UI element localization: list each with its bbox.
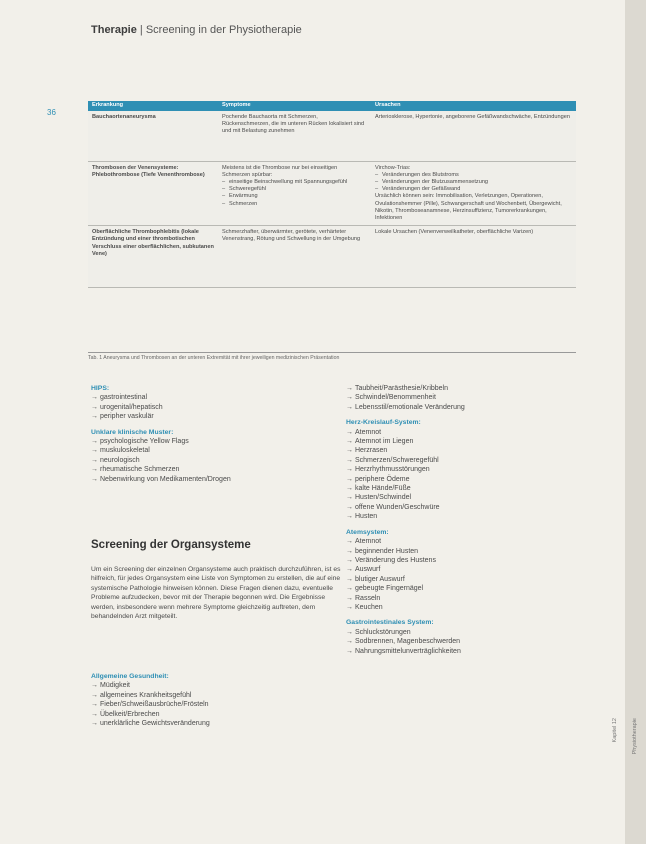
list-item: → beginnender Husten (346, 547, 586, 556)
list-item: → offene Wunden/Geschwüre (346, 503, 586, 512)
list-item: → Schwindel/Benommenheit (346, 393, 586, 402)
bullet-list (346, 537, 586, 612)
list-item: → Keuchen (346, 603, 586, 612)
bullet-list (91, 393, 331, 421)
causes-cell: Lokale Ursachen (Venenverweilkatheter, oberflächliche Varizen) (371, 226, 576, 288)
list-item: → Übelkeit/Erbrechen (91, 710, 331, 719)
causes-cell: Arteriosklerose, Hypertonie, angeborene Gefäßwandschwäche, Entzündungen (371, 111, 576, 161)
section-heading: Atemsystem: (346, 528, 389, 536)
list-item: → allgemeines Krankheitsgefühl (91, 691, 331, 700)
table-header-cell: Symptome (218, 101, 371, 111)
bullet-list (346, 628, 586, 656)
list-item: → urogenital/hepatisch (91, 403, 331, 412)
causes-intro: Virchow-Trias: (375, 164, 411, 171)
symptoms-cell (218, 161, 371, 226)
list-item: → unerklärliche Gewichtsveränderung (91, 719, 331, 728)
general-health-block (91, 672, 331, 734)
list-item: → Fieber/Schweißausbrüche/Frösteln (91, 700, 331, 709)
list-item: – Schmerzen (222, 201, 367, 208)
list-item: → periphere Ödeme (346, 475, 586, 484)
list-item: – Schweregefühl (222, 186, 367, 193)
table-caption: Tab. 1 Aneurysma und Thrombosen an der unteren Extremität mit ihrer jeweiligen medizinischen Präsentation (88, 352, 576, 361)
disease-table (88, 101, 576, 288)
bullet-list (346, 384, 586, 412)
list-item: → Herzrasen (346, 446, 586, 455)
running-header (91, 24, 302, 36)
list-item: – Veränderungen der Gefäßwand (375, 186, 572, 193)
right-column (346, 384, 586, 662)
list-item: → Schmerzen/Schweregefühl (346, 456, 586, 465)
list-item: → Husten (346, 512, 586, 521)
symptoms-cell: Schmerzhafter, überwärmter, gerötete, verhärteter Venenstrang, Rötung und Schwellung in der Umgebung (218, 226, 371, 288)
side-label: Physiotherapie (632, 718, 638, 755)
list-item: → Herzrhythmusstörungen (346, 465, 586, 474)
side-label: Kapitel 12 (612, 718, 618, 743)
section-title: Screening der Organsysteme (91, 539, 251, 551)
list-item: → gebeugte Fingernägel (346, 584, 586, 593)
symptoms-intro: Meistens ist die Thrombose nur bei einseitigen Schmerzen spürbar: (222, 164, 338, 178)
list-item: → Husten/Schwindel (346, 493, 586, 502)
disease-cell: Thrombosen der Venensysteme: Phlebothrombose (Tiefe Venenthrombose) (88, 161, 218, 226)
list-item: → rheumatische Schmerzen (91, 465, 331, 474)
list-item: → kalte Hände/Füße (346, 484, 586, 493)
list-item: → blutiger Auswurf (346, 575, 586, 584)
list-item: – einseitige Beinschwellung mit Spannungsgefühl (222, 179, 367, 186)
section-heading: HIPS: (91, 385, 110, 392)
section-heading: Herz-Kreislauf-System: (346, 419, 421, 427)
section-heading: Gastrointestinales System: (346, 619, 434, 627)
disease-cell: Bauchaortenaneurysma (88, 111, 218, 161)
list-item: → Auswurf (346, 565, 586, 574)
list-item: → Veränderung des Hustens (346, 556, 586, 565)
left-column (91, 384, 331, 490)
table-row (88, 111, 576, 161)
bullet-list (91, 437, 331, 484)
symptoms-cell: Pochende Bauchaorta mit Schmerzen, Rückenschmerzen, die im unteren Rücken lokalisiert sind und mit Belastung zunehmen (218, 111, 371, 161)
body-paragraph: Um ein Screening der einzelnen Organsysteme auch praktisch durchzuführen, ist es hilfreich, für jedes Organsystem eine Liste von Symptomen zu erstellen, die auf eine systemische Pathologie hinweisen können. Diese Fragen dienen dazu, eventuelle Probleme aufzudecken, bevor mit der Therapie begonnen wird. Die Ergebnisse werden, insbesondere wenn mehrere Symptome gleichzeitig auftreten, dem behandelnden Arzt mitgeteilt. (91, 566, 341, 621)
list-item: → peripher vaskulär (91, 412, 331, 421)
table-header-row (88, 101, 576, 111)
bullet-list (346, 428, 586, 522)
list-item: → Atemnot (346, 428, 586, 437)
list-item: → neurologisch (91, 456, 331, 465)
list-item: → Atemnot (346, 537, 586, 546)
table-header-cell: Ursachen (371, 101, 576, 111)
list-item: → Müdigkeit (91, 681, 331, 690)
list-item: → muskuloskeletal (91, 446, 331, 455)
list-item: → gastrointestinal (91, 393, 331, 402)
causes-cell (371, 161, 576, 226)
header-separator: | (139, 24, 143, 36)
section-heading: Unklare klinische Muster: (91, 428, 174, 436)
list-item: → Atemnot im Liegen (346, 437, 586, 446)
symptoms-list (222, 179, 367, 208)
list-item: – Erwärmung (222, 193, 367, 200)
list-item: → Schluckstörungen (346, 628, 586, 637)
list-item: → Nebenwirkung von Medikamenten/Drogen (91, 475, 331, 484)
table-row (88, 161, 576, 226)
chapter-label: Therapie (91, 24, 137, 36)
list-item: – Veränderungen der Blutzusammensetzung (375, 179, 572, 186)
list-item: → Sodbrennen, Magenbeschwerden (346, 637, 586, 646)
list-item: → Lebensstil/emotionale Veränderung (346, 403, 586, 412)
causes-extra: Ursächlich können sein: Immobilisation, Verletzungen, Operationen, Ovulationshemmer (Pille), Schwangerschaft und Wochenbett, Übergewicht, Nikotin, Thromboseanamnese, Herzinsuffizienz, Tumorerkrankungen, Infektionen (375, 193, 562, 221)
table-header-cell: Erkrankung (88, 101, 218, 111)
list-item: → Rasseln (346, 594, 586, 603)
page-number: 36 (47, 108, 56, 117)
table-row (88, 226, 576, 288)
bullet-list (91, 681, 331, 728)
list-item: → Nahrungsmittelunverträglichkeiten (346, 647, 586, 656)
list-item: → Taubheit/Parästhesie/Kribbeln (346, 384, 586, 393)
disease-cell: Oberflächliche Thrombophlebitis (lokale Entzündung und einer thrombotischen Verschluss einer oberflächlichen, subkutanen Vene) (88, 226, 218, 288)
header-title: Screening in der Physiotherapie (145, 24, 302, 36)
list-item: – Veränderungen des Blutstroms (375, 172, 572, 179)
list-item: → psychologische Yellow Flags (91, 437, 331, 446)
section-heading: Allgemeine Gesundheit: (91, 673, 169, 680)
causes-list (375, 172, 572, 194)
